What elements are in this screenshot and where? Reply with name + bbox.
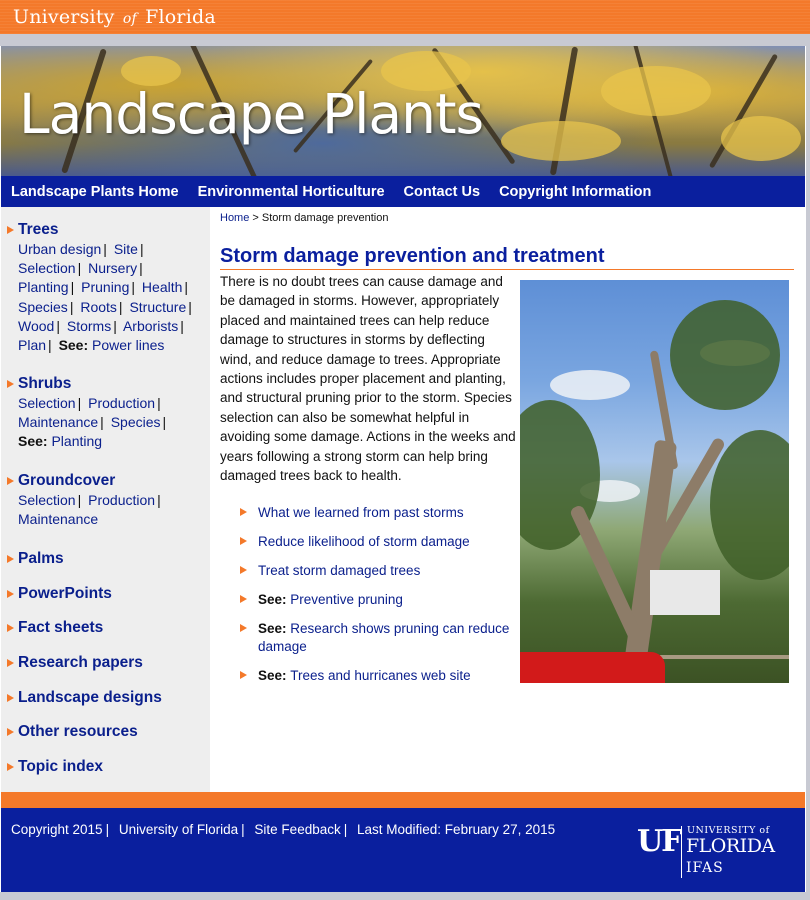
sidebar-link-plan[interactable]: Plan (18, 337, 47, 354)
list-item (238, 620, 518, 656)
link-treat-damaged-trees[interactable]: Treat storm damaged trees (258, 563, 421, 578)
separator: | (48, 337, 52, 354)
orange-arrow-icon (7, 624, 14, 632)
link-trees-hurricanes[interactable]: Trees and hurricanes web site (290, 668, 471, 683)
orange-arrow-icon (240, 566, 247, 574)
sidebar-link-roots[interactable]: Roots (80, 298, 117, 315)
separator: | (162, 414, 167, 431)
footer-orange-stripe (1, 792, 805, 808)
orange-arrow-icon (7, 590, 14, 598)
uf-wordmark-link[interactable] (13, 6, 216, 28)
breadcrumb-home[interactable]: Home (220, 212, 250, 224)
sidebar-link-groundcover-selection[interactable]: Selection (18, 492, 76, 508)
logo-ifas: IFAS (686, 860, 724, 876)
photo-fence (660, 655, 789, 659)
sidebar-section-research-papers (1, 653, 210, 673)
sidebar-trees-links (1, 240, 201, 355)
photo-trunk (569, 504, 645, 646)
separator: | (184, 279, 189, 296)
sidebar-heading-landscape-designs[interactable]: Landscape designs (18, 689, 162, 706)
orange-arrow-icon (7, 555, 14, 563)
sidebar-link-shrub-production[interactable]: Production (88, 395, 156, 411)
orange-arrow-icon (240, 537, 247, 545)
sidebar-link-shrub-maintenance[interactable]: Maintenance (18, 414, 99, 431)
sidebar-link-species[interactable]: Species (18, 298, 68, 315)
separator: | (113, 317, 117, 334)
sidebar-section-palms (1, 549, 210, 569)
storm-damaged-tree-photo (520, 280, 789, 683)
banner-title: Landscape Plants (19, 82, 484, 146)
footer-link-site-feedback[interactable]: Site Feedback (254, 822, 341, 837)
list-item (238, 562, 518, 580)
sidebar-link-arborists[interactable]: Arborists (122, 317, 179, 334)
footer-links (11, 822, 555, 837)
sidebar-section-other-resources (1, 722, 210, 742)
orange-arrow-icon (7, 694, 14, 702)
sidebar-link-selection[interactable]: Selection (18, 260, 76, 277)
logo-uf: UF (637, 824, 681, 859)
photo-red-truck (520, 652, 665, 683)
separator: | (103, 241, 107, 257)
separator: | (131, 279, 136, 296)
breadcrumb-current: Storm damage prevention (261, 212, 389, 224)
sidebar-link-shrub-selection[interactable]: Selection (18, 395, 76, 411)
list-item (238, 667, 518, 685)
sidebar-link-pruning[interactable]: Pruning (81, 279, 130, 296)
sidebar-link-wood[interactable]: Wood (18, 317, 55, 334)
sidebar-heading-fact-sheets[interactable]: Fact sheets (18, 619, 104, 636)
list-item (238, 504, 518, 522)
sidebar-link-site[interactable]: Site (113, 241, 138, 257)
orange-arrow-icon (240, 624, 247, 632)
separator: | (343, 822, 348, 837)
link-research-pruning[interactable]: Research shows pruning can reduce damage (258, 621, 510, 654)
orange-arrow-icon (240, 508, 247, 516)
separator: | (77, 395, 82, 411)
uf-wordmark-of: of (122, 11, 137, 27)
uf-header-bar (0, 0, 810, 34)
uf-ifas-logo[interactable] (637, 824, 797, 884)
banner-foliage-decoration (721, 116, 801, 161)
link-what-we-learned[interactable]: What we learned from past storms (258, 505, 464, 520)
sidebar-section-powerpoints (1, 584, 210, 604)
orange-arrow-icon (240, 595, 247, 603)
list-item (238, 533, 518, 551)
separator: | (56, 317, 60, 334)
separator: | (118, 298, 123, 315)
orange-arrow-icon (240, 671, 247, 679)
sidebar-heading-research-papers[interactable]: Research papers (18, 654, 143, 671)
sidebar-heading-powerpoints[interactable]: PowerPoints (18, 585, 112, 602)
separator: | (139, 241, 144, 257)
separator: | (69, 298, 74, 315)
separator: | (77, 492, 82, 508)
breadcrumb-separator: > (252, 212, 259, 224)
orange-arrow-icon (7, 659, 14, 667)
orange-arrow-icon (7, 477, 14, 485)
footer-link-university[interactable]: University of Florida (118, 822, 239, 837)
separator: | (157, 395, 161, 411)
sidebar-shrubs-links (1, 394, 201, 452)
see-label: See: (258, 668, 291, 683)
page-title: Storm damage prevention and treatment (220, 245, 794, 270)
sidebar-heading-palms[interactable]: Palms (18, 550, 64, 567)
nav-copyright-information[interactable]: Copyright Information (499, 183, 652, 200)
sidebar (1, 207, 210, 792)
sidebar-link-shrub-planting[interactable]: Planting (51, 433, 103, 450)
separator: | (70, 279, 75, 296)
sidebar-link-storms[interactable]: Storms (66, 317, 112, 334)
banner-foliage-decoration (601, 66, 711, 116)
footer-last-modified: Last Modified: February 27, 2015 (357, 822, 556, 837)
separator: | (139, 260, 143, 277)
sidebar-heading-other-resources[interactable]: Other resources (18, 723, 138, 740)
orange-arrow-icon (7, 380, 14, 388)
link-reduce-likelihood[interactable]: Reduce likelihood of storm damage (258, 534, 470, 549)
orange-arrow-icon (7, 728, 14, 736)
topic-link-list (238, 504, 518, 696)
separator: | (180, 317, 184, 334)
logo-divider (681, 826, 682, 878)
nav-environmental-horticulture[interactable]: Environmental Horticulture (197, 183, 385, 200)
sidebar-groundcover-links (1, 491, 201, 529)
logo-university-of: UNIVERSITY of (687, 825, 770, 836)
sidebar-link-nursery[interactable]: Nursery (88, 260, 138, 277)
page-container (0, 46, 806, 892)
nav-landscape-plants-home[interactable]: Landscape Plants Home (11, 183, 179, 200)
see-label: See: (258, 621, 291, 636)
uf-wordmark-university: University (13, 6, 115, 28)
sidebar-link-structure[interactable]: Structure (129, 298, 187, 315)
sidebar-link-groundcover-production[interactable]: Production (88, 492, 156, 508)
separator: | (100, 414, 104, 431)
banner (1, 46, 805, 176)
orange-arrow-icon (7, 226, 14, 234)
photo-cloud (550, 370, 630, 400)
uf-wordmark-florida: Florida (145, 6, 216, 28)
sidebar-section-groundcover (1, 471, 210, 529)
sidebar-heading-topic-index[interactable]: Topic index (18, 758, 103, 775)
intro-paragraph: There is no doubt trees can cause damage and be damaged in storms. However, appropriately placed and maintained trees can help reduce damage to structures in storms by deflecting wind, and reduce damage to trees. Appropriate actions includes proper placement and planting, and structural pruning prior to the storm. Species selection can also be somewhat helpful in avoiding some damage. Actions in the weeks and years following a strong storm can help bring damaged trees back to health. (220, 274, 516, 484)
sidebar-heading-groundcover[interactable]: Groundcover (18, 472, 116, 489)
sidebar-section-topic-index (1, 757, 210, 777)
photo-foliage (710, 430, 789, 580)
nav-contact-us[interactable]: Contact Us (403, 183, 481, 200)
sidebar-link-urban-design[interactable]: Urban design (18, 241, 102, 257)
sidebar-section-trees (1, 220, 210, 355)
sidebar-link-planting[interactable]: Planting (18, 279, 69, 296)
footer-copyright: Copyright 2015 (11, 822, 103, 837)
sidebar-section-shrubs (1, 374, 210, 452)
separator: | (105, 822, 110, 837)
separator: | (77, 260, 82, 277)
sidebar-heading-shrubs[interactable]: Shrubs (18, 375, 72, 392)
sidebar-link-shrub-species[interactable]: Species (110, 414, 161, 431)
see-label: See: (18, 433, 52, 450)
footer (1, 808, 805, 892)
photo-house (650, 570, 720, 615)
sidebar-section-fact-sheets (1, 618, 210, 638)
orange-arrow-icon (7, 763, 14, 771)
link-preventive-pruning[interactable]: Preventive pruning (290, 592, 403, 607)
see-label: See: (258, 592, 291, 607)
breadcrumb (220, 212, 388, 224)
banner-foliage-decoration (501, 121, 621, 161)
photo-foliage (670, 300, 780, 410)
see-label: See: (58, 337, 93, 354)
sidebar-link-groundcover-maintenance[interactable]: Maintenance (18, 511, 99, 528)
main-nav (1, 176, 805, 207)
separator: | (188, 298, 192, 315)
separator: | (157, 492, 161, 508)
sidebar-link-health[interactable]: Health (141, 279, 183, 296)
sidebar-link-power-lines[interactable]: Power lines (92, 337, 165, 354)
logo-florida: FLORIDA (686, 835, 775, 857)
sidebar-section-landscape-designs (1, 688, 210, 708)
list-item (238, 591, 518, 609)
sidebar-heading-trees[interactable]: Trees (18, 221, 59, 238)
separator: | (241, 822, 245, 837)
